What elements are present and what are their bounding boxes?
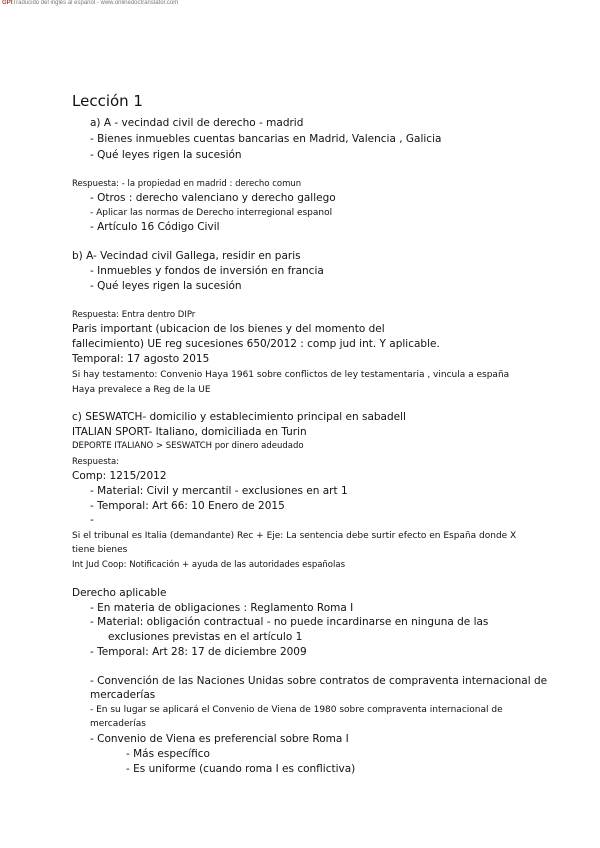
text-line: mercaderías bbox=[90, 689, 156, 701]
text-line: - Material: obligación contractual - no puede incardinarse en ninguna de las bbox=[90, 616, 489, 628]
text-line: a) A - vecindad civil de derecho - madrid bbox=[90, 117, 304, 129]
text-line: - En su lugar se aplicará el Convenio de Viena de 1980 sobre compraventa internacional de bbox=[90, 705, 503, 715]
translator-banner bbox=[2, 0, 178, 6]
text-line: - Aplicar las normas de Derecho interregional espanol bbox=[90, 208, 333, 218]
translator-text: Traducido del inglés al español - www.onlinedoctranslator.com bbox=[12, 0, 179, 6]
text-line: mercaderías bbox=[90, 719, 146, 729]
text-line: ITALIAN SPORT- Italiano, domiciliada en Turin bbox=[72, 426, 307, 438]
text-line: exclusiones previstas en el artículo 1 bbox=[108, 631, 303, 643]
text-line: - En materia de obligaciones : Reglamento Roma I bbox=[90, 602, 354, 614]
text-line: tiene bienes bbox=[72, 545, 128, 555]
text-line: - Temporal: Art 28: 17 de diciembre 2009 bbox=[90, 646, 307, 658]
text-line: Si el tribunal es Italia (demandante) Rec + Eje: La sentencia debe surtir efecto en España donde X bbox=[72, 531, 517, 541]
text-line: Respuesta: Entra dentro DIPr bbox=[72, 310, 196, 320]
text-line: - Convenio de Viena es preferencial sobre Roma I bbox=[90, 733, 349, 745]
text-line: Respuesta: - la propiedad en madrid : derecho comun bbox=[72, 179, 302, 189]
text-line: - Qué leyes rigen la sucesión bbox=[90, 280, 242, 292]
text-line: fallecimiento) UE reg sucesiones 650/2012 : comp jud int. Y aplicable. bbox=[72, 338, 440, 350]
text-line: b) A- Vecindad civil Gallega, residir en paris bbox=[72, 250, 301, 262]
page-title: Lección 1 bbox=[72, 92, 143, 110]
text-line: Si hay testamento: Convenio Haya 1961 sobre conflictos de ley testamentaria , vincula a españa bbox=[72, 370, 510, 380]
text-line: - Material: Civil y mercantil - exclusiones en art 1 bbox=[90, 485, 348, 497]
text-line: Int Jud Coop: Notificación + ayuda de las autoridades españolas bbox=[72, 560, 346, 570]
text-line: - Más específico bbox=[126, 748, 210, 760]
text-line: Respuesta: bbox=[72, 457, 120, 467]
text-line: Paris important (ubicacion de los bienes y del momento del bbox=[72, 323, 385, 335]
text-line: Comp: 1215/2012 bbox=[72, 470, 167, 482]
text-line: Temporal: 17 agosto 2015 bbox=[72, 353, 210, 365]
text-line: c) SESWATCH- domicilio y establecimiento principal en sabadell bbox=[72, 411, 406, 423]
text-line: - Convención de las Naciones Unidas sobre contratos de compraventa internacional de bbox=[90, 675, 548, 687]
text-line: Derecho aplicable bbox=[72, 587, 167, 599]
text-line: - Bienes inmuebles cuentas bancarias en Madrid, Valencia , Galicia bbox=[90, 133, 442, 145]
text-line: - Es uniforme (cuando roma I es conflictiva) bbox=[126, 763, 356, 775]
text-line: Haya prevalece a Reg de la UE bbox=[72, 385, 211, 395]
text-line: - Otros : derecho valenciano y derecho gallego bbox=[90, 192, 336, 204]
text-line: - Temporal: Art 66: 10 Enero de 2015 bbox=[90, 500, 285, 512]
text-line: - Artículo 16 Código Civil bbox=[90, 221, 220, 233]
translator-logo: GPt bbox=[2, 0, 13, 6]
text-line: - Qué leyes rigen la sucesión bbox=[90, 149, 242, 161]
text-line: - Inmuebles y fondos de inversión en francia bbox=[90, 265, 324, 277]
text-line: - bbox=[90, 514, 94, 526]
text-line: DEPORTE ITALIANO > SESWATCH por dinero adeudado bbox=[72, 441, 304, 451]
